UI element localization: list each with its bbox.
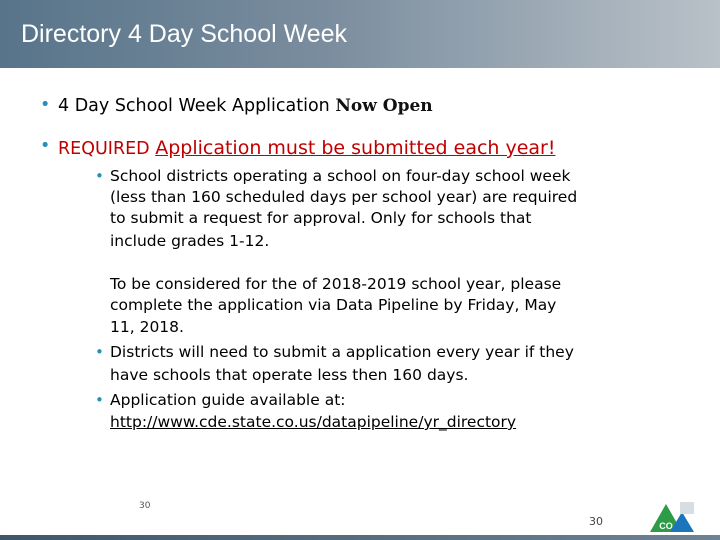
sub2-line-1: Districts will need to submit a application every year if they	[110, 343, 574, 361]
guide-label: Application guide available at:	[110, 391, 346, 409]
title-bar	[0, 0, 720, 68]
colorado-logo-icon	[648, 498, 696, 534]
footer-small-number: 30	[139, 501, 151, 511]
bullet-required	[40, 136, 556, 159]
para2-line-3: 11, 2018.	[110, 318, 184, 336]
bullet-icon: •	[95, 167, 104, 185]
bullet-text: 4 Day School Week Application	[58, 96, 336, 116]
bullet-icon: •	[40, 95, 51, 115]
sub1-line-1: School districts operating a school on four-day school week	[110, 167, 571, 185]
bullet-application-open	[40, 95, 433, 116]
bottom-bar	[0, 535, 720, 540]
bullet-icon: •	[40, 136, 51, 156]
para2-line-1: To be considered for the of 2018-2019 school year, please	[110, 275, 562, 293]
required-emphasis: Application must be submitted each year!	[155, 137, 556, 159]
guide-link[interactable]: http://www.cde.state.co.us/datapipeline/yr_directory	[110, 413, 517, 431]
logo-text: CO	[659, 521, 673, 531]
sub1-line-3: to submit a request for approval. Only for schools that	[110, 209, 532, 227]
bullet-icon: •	[95, 391, 104, 409]
now-open-label: Now Open	[335, 96, 433, 116]
bullet-icon: •	[95, 343, 104, 361]
sub1-line-4: include grades 1-12.	[110, 232, 270, 250]
slide-title: Directory 4 Day School Week	[21, 20, 348, 48]
sub2-line-2: have schools that operate less then 160 days.	[110, 366, 469, 384]
para2-line-2: complete the application via Data Pipeline by Friday, May	[110, 296, 557, 314]
required-label: REQUIRED	[58, 139, 156, 159]
sub1-line-2: (less than 160 scheduled days per school year) are required	[110, 188, 578, 206]
page-number: 30	[589, 515, 603, 528]
